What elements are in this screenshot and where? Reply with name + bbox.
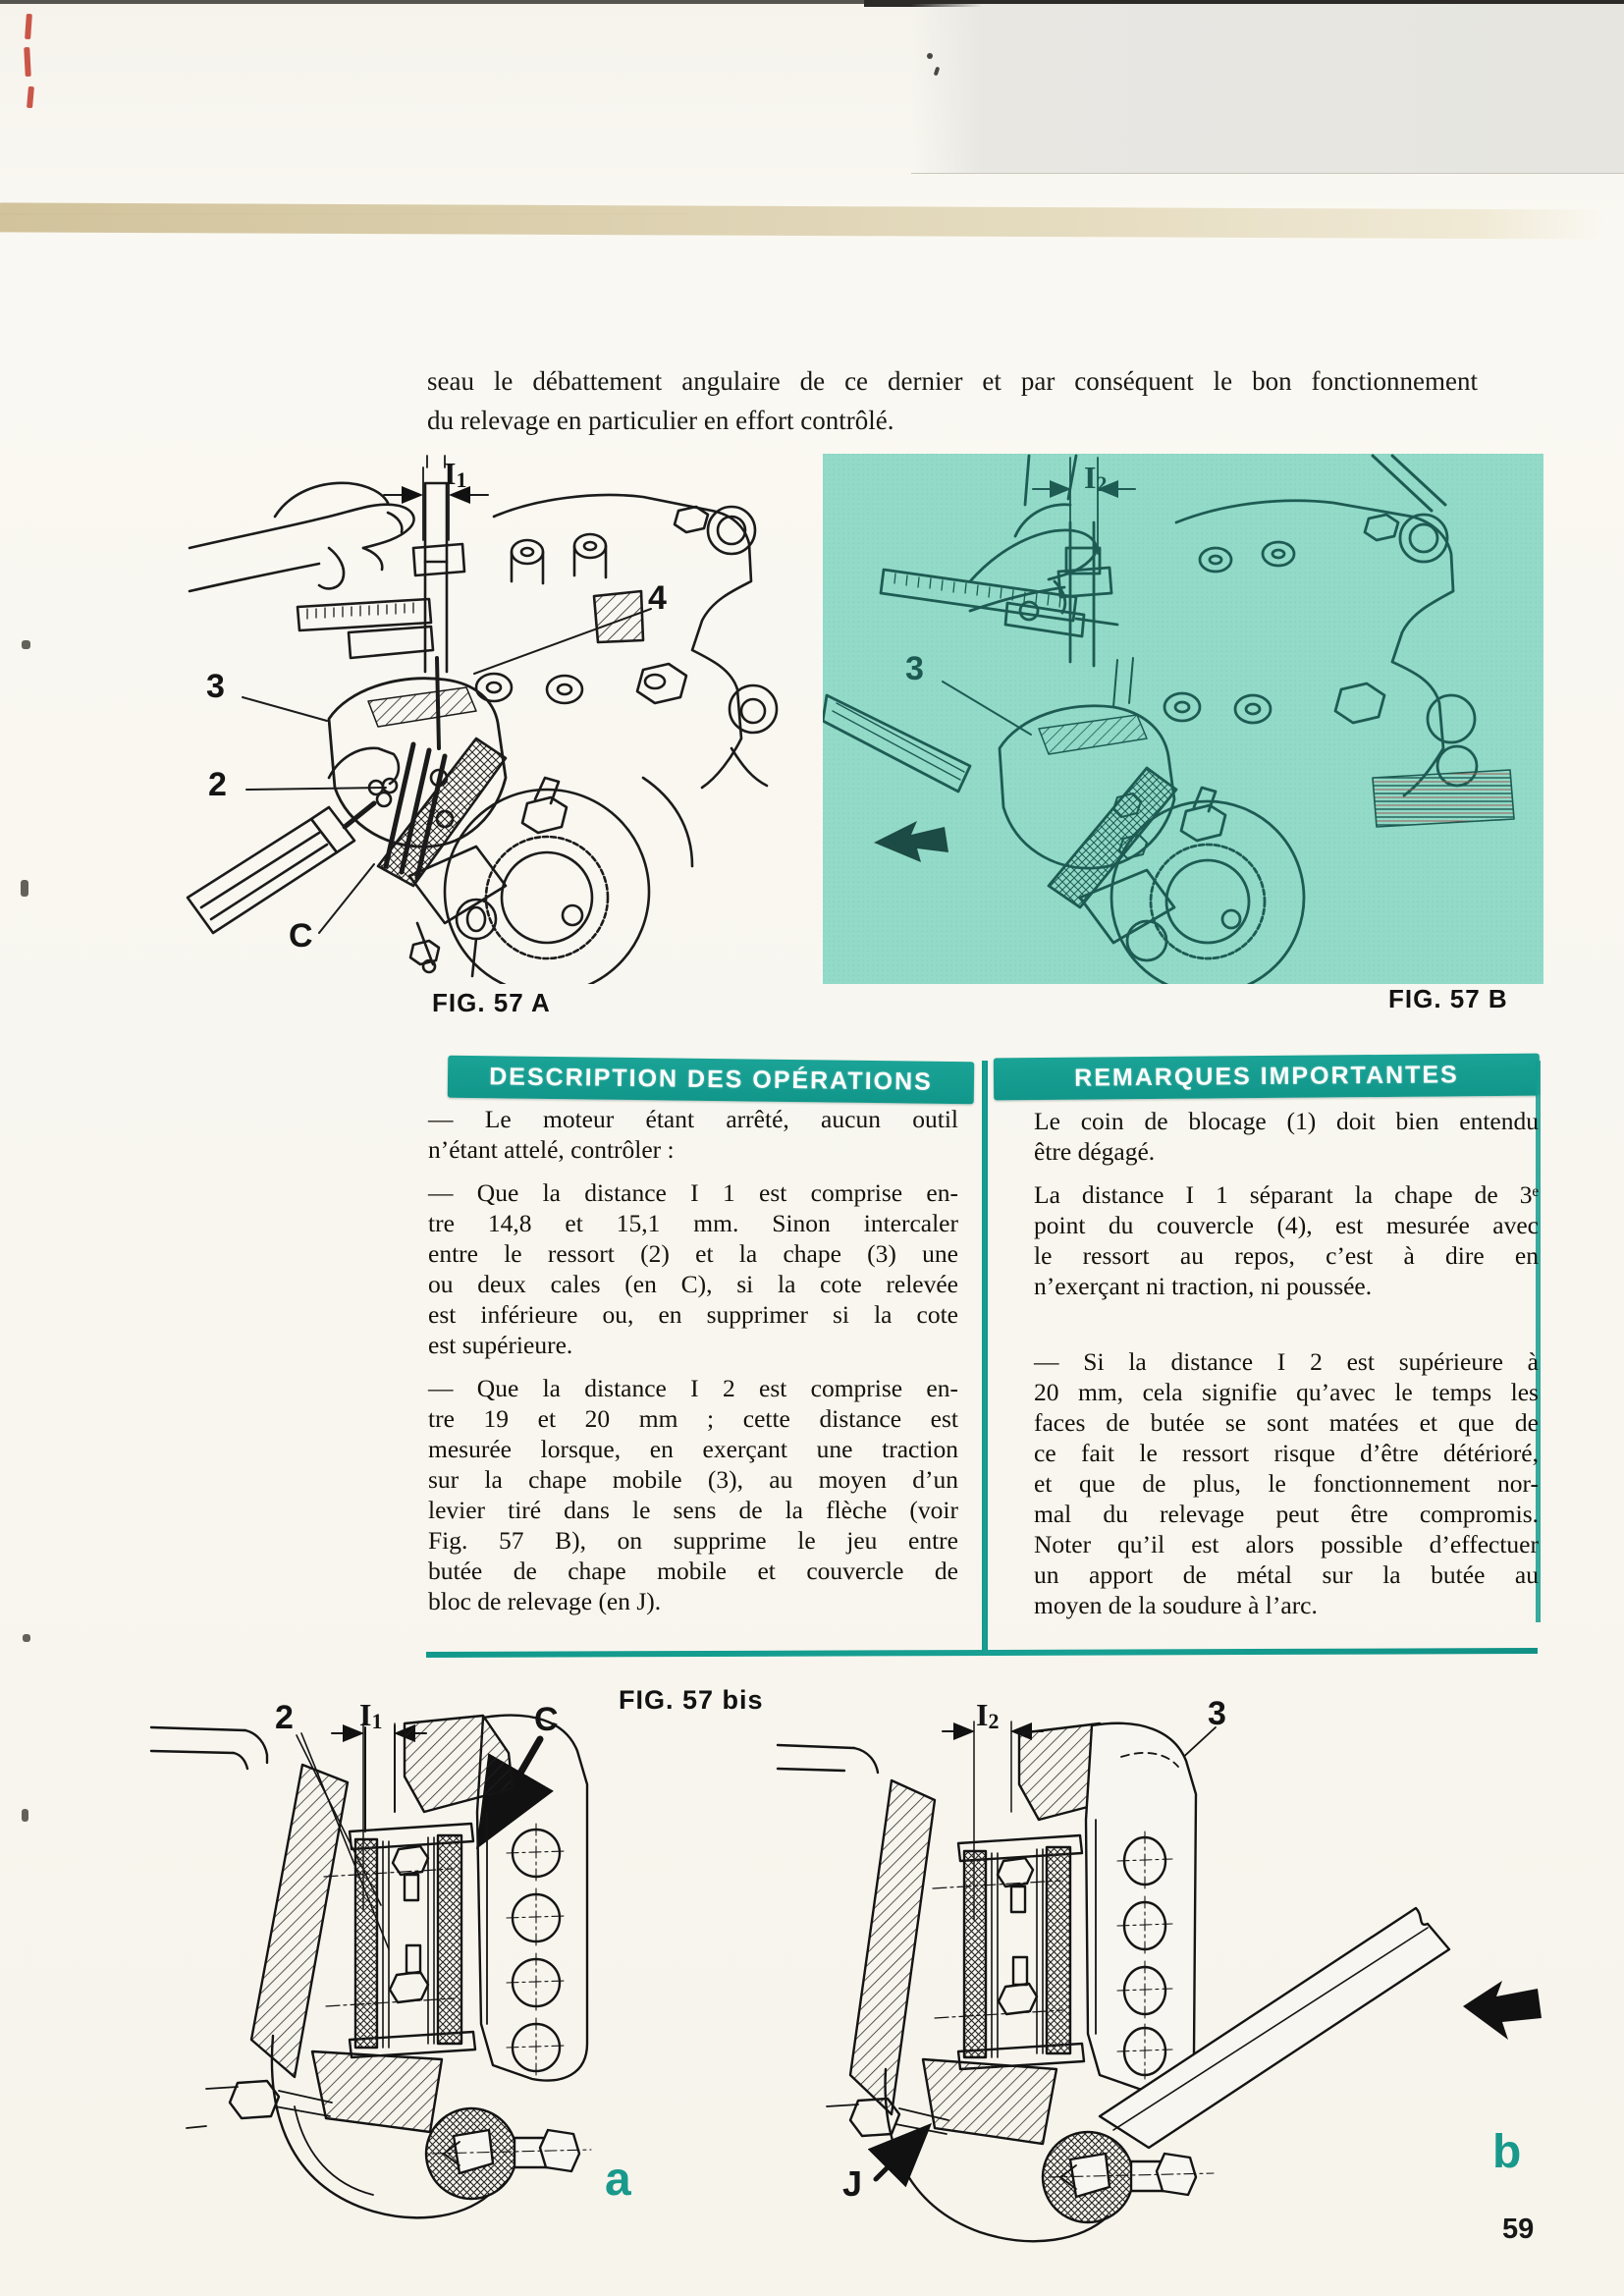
text-line: Noter qu’il est alors possible d’effectuer [1034, 1530, 1539, 1558]
text-line: point du couvercle (4), est mesurée avec [1034, 1211, 1539, 1239]
column-divider [982, 1061, 988, 1654]
text-line: — Si la distance I 2 est supérieure à [1034, 1347, 1539, 1376]
text-line: le ressort au repos, c’est à dire en [1034, 1241, 1539, 1270]
scan-speck [927, 53, 933, 59]
label-2-fig-bis-a: 2 [275, 1699, 294, 1736]
red-pen-mark [25, 14, 32, 39]
paragraph [1034, 1346, 1539, 1620]
text-line: — Que la distance I 1 est comprise en- [428, 1178, 958, 1207]
binder-mark [22, 640, 30, 649]
text-line: n’étant attelé, contrôler : [428, 1135, 675, 1164]
bottom-rule [426, 1648, 1538, 1658]
text-line: mal du relevage peut être compromis. [1034, 1500, 1539, 1528]
text-line: tre 14,8 et 15,1 mm. Sinon intercaler [428, 1209, 958, 1237]
paragraph [428, 1373, 958, 1616]
text-line: — Le moteur étant arrêté, aucun outil [428, 1105, 958, 1133]
label-i1-fig-a: I1 [444, 456, 467, 492]
text-line: moyen de la soudure à l’arc. [1034, 1591, 1318, 1619]
right-column [1034, 1106, 1539, 1620]
text-line: et que de plus, le fonctionnement nor- [1034, 1469, 1539, 1498]
left-column [428, 1104, 958, 1616]
label-i1-fig-bis-a: I1 [359, 1697, 383, 1733]
binder-mark [23, 1634, 30, 1642]
text-line: ou deux cales (en C), si la cote relevée [428, 1270, 958, 1298]
red-pen-mark [27, 86, 34, 108]
caption-fig-57-bis: FIG. 57 bis [619, 1685, 764, 1715]
text-line: La distance I 1 séparant la chape de 3ᵉ [1034, 1180, 1539, 1209]
text-line: n’exerçant ni traction, ni poussée. [1034, 1272, 1373, 1300]
fig-57a-drawing [182, 454, 790, 984]
text-line: butée de chape mobile et couvercle de [428, 1557, 958, 1585]
text-line: un apport de métal sur la butée au [1034, 1560, 1539, 1589]
text-line: entre le ressort (2) et la chape (3) une [428, 1239, 958, 1268]
page-number: 59 [1502, 2214, 1535, 2245]
text-line: sur la chape mobile (3), au moyen d’un [428, 1465, 958, 1494]
text-line: ce fait le ressort risque d’être détérioré, [1034, 1439, 1539, 1467]
label-i2-fig-bis-b: I2 [976, 1697, 1000, 1733]
text-line: tre 19 et 20 mm ; cette distance est [428, 1404, 958, 1433]
text-line: 20 mm, cela signifie qu’avec le temps les [1034, 1378, 1539, 1406]
underlying-page-edge [0, 202, 1606, 239]
label-c-fig-bis-a: C [534, 1701, 559, 1738]
text-line: est supérieure. [428, 1331, 573, 1359]
caption-fig-57a: FIG. 57 A [432, 988, 551, 1017]
label-3-fig-bis-b: 3 [1208, 1695, 1226, 1732]
binder-mark [22, 1809, 28, 1822]
text-line: être dégagé. [1034, 1137, 1156, 1166]
paragraph [428, 1104, 958, 1165]
label-i2-fig-b: I2 [1084, 460, 1108, 496]
label-3-fig-a: 3 [206, 668, 225, 705]
text-line: est inférieure ou, en supprimer si la cote [428, 1300, 958, 1329]
scan-background-area [911, 4, 1624, 174]
fig-57b-panel [823, 454, 1543, 984]
text-line: mesurée lorsque, en exerçant une traction [428, 1435, 958, 1463]
intro-paragraph [427, 361, 1478, 440]
paragraph [428, 1177, 958, 1360]
text-line: — Que la distance I 2 est comprise en- [428, 1374, 958, 1402]
binder-mark [21, 880, 28, 897]
text-line: du relevage en particulier en effort contrôlé. [427, 406, 894, 435]
paragraph [1034, 1106, 1539, 1167]
text-line: levier tiré dans le sens de la flèche (voir [428, 1496, 958, 1524]
header-description-operations: DESCRIPTION DES OPÉRATIONS [448, 1056, 974, 1105]
label-4-fig-a: 4 [648, 579, 667, 617]
label-letter-b: b [1492, 2126, 1522, 2178]
text-line: faces de butée se sont matées et que de [1034, 1408, 1539, 1437]
label-c-fig-a: C [289, 917, 313, 955]
label-letter-a: a [605, 2154, 631, 2206]
header-remarques-importantes: REMARQUES IMPORTANTES [994, 1054, 1540, 1101]
text-line: Le coin de blocage (1) doit bien entendu [1034, 1107, 1539, 1135]
label-3-fig-b: 3 [905, 650, 924, 687]
paragraph [1034, 1179, 1539, 1301]
fig-57bis-b-drawing [776, 1694, 1591, 2249]
caption-fig-57b: FIG. 57 B [1388, 984, 1508, 1013]
text-line: seau le débattement angulaire de ce dernier et par conséquent le bon fonctionnement [427, 366, 1478, 396]
label-2-fig-a: 2 [208, 766, 227, 803]
label-j-fig-bis-b: J [842, 2163, 863, 2204]
text-line: Fig. 57 B), on supprime le jeu entre [428, 1526, 958, 1555]
text-line: bloc de relevage (en J). [428, 1587, 662, 1615]
direction-arrow-icon [1463, 1981, 1542, 2040]
red-pen-mark [24, 47, 31, 77]
